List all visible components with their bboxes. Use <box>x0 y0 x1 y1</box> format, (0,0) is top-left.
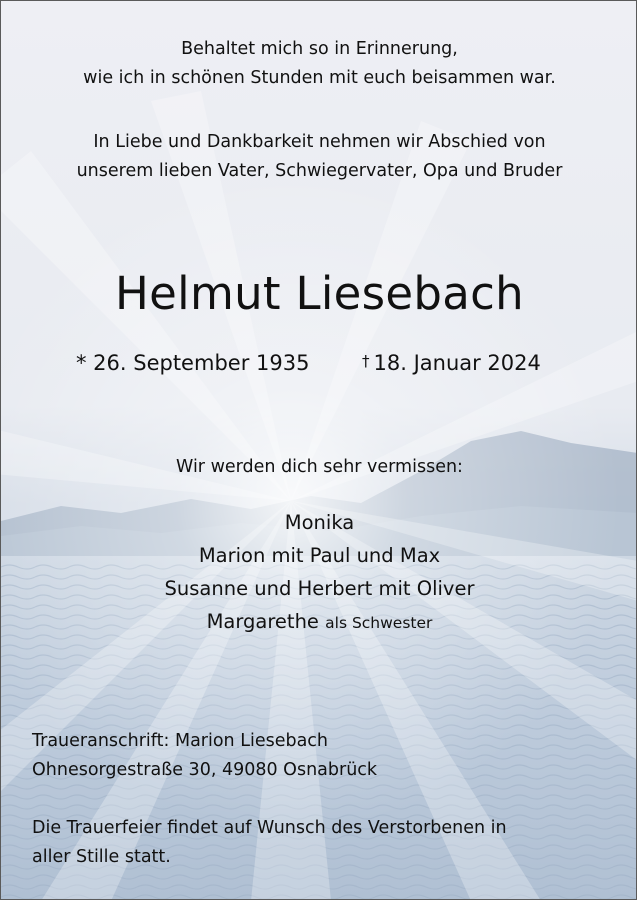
death-date: 18. Januar 2024 <box>373 351 541 375</box>
survivor-sister-relation: als Schwester <box>325 614 433 632</box>
memorial-quote <box>1 35 637 93</box>
miss-you-text: Wir werden dich sehr vermissen: <box>176 457 463 477</box>
notice-line-2: aller Stille statt. <box>32 847 171 867</box>
farewell-intro <box>1 128 637 186</box>
death-date-group <box>362 346 541 382</box>
deceased-name: Helmut Liesebach <box>115 267 524 320</box>
notice-line-1: Die Trauerfeier findet auf Wunsch des Verstorbenen in <box>32 818 507 838</box>
survivor-line-1: Monika <box>284 511 355 534</box>
survivor-line-2: Marion mit Paul und Max <box>198 544 441 567</box>
quote-line-1: Behaltet mich so in Erinnerung, <box>181 39 458 59</box>
survivor-sister-name: Margarethe <box>206 610 319 633</box>
address-line-1: Traueranschrift: Marion Liesebach <box>32 731 329 751</box>
birth-date: * 26. September 1935 <box>76 351 310 375</box>
address-line-2: Ohnesorgestraße 30, 49080 Osnabrück <box>32 760 378 780</box>
cross-icon: † <box>362 352 370 370</box>
notice-content <box>1 1 637 900</box>
mourning-address <box>32 727 377 785</box>
intro-line-2: unserem lieben Vater, Schwiegervater, Opa und Bruder <box>76 161 563 181</box>
quote-line-2: wie ich in schönen Stunden mit euch beisammen war. <box>83 68 556 88</box>
survivor-line-4 <box>1 605 637 640</box>
intro-line-1: In Liebe und Dankbarkeit nehmen wir Abschied von <box>93 132 546 152</box>
survivor-line-3: Susanne und Herbert mit Oliver <box>164 577 475 600</box>
funeral-notice <box>32 814 622 872</box>
survivors-list <box>1 506 637 640</box>
